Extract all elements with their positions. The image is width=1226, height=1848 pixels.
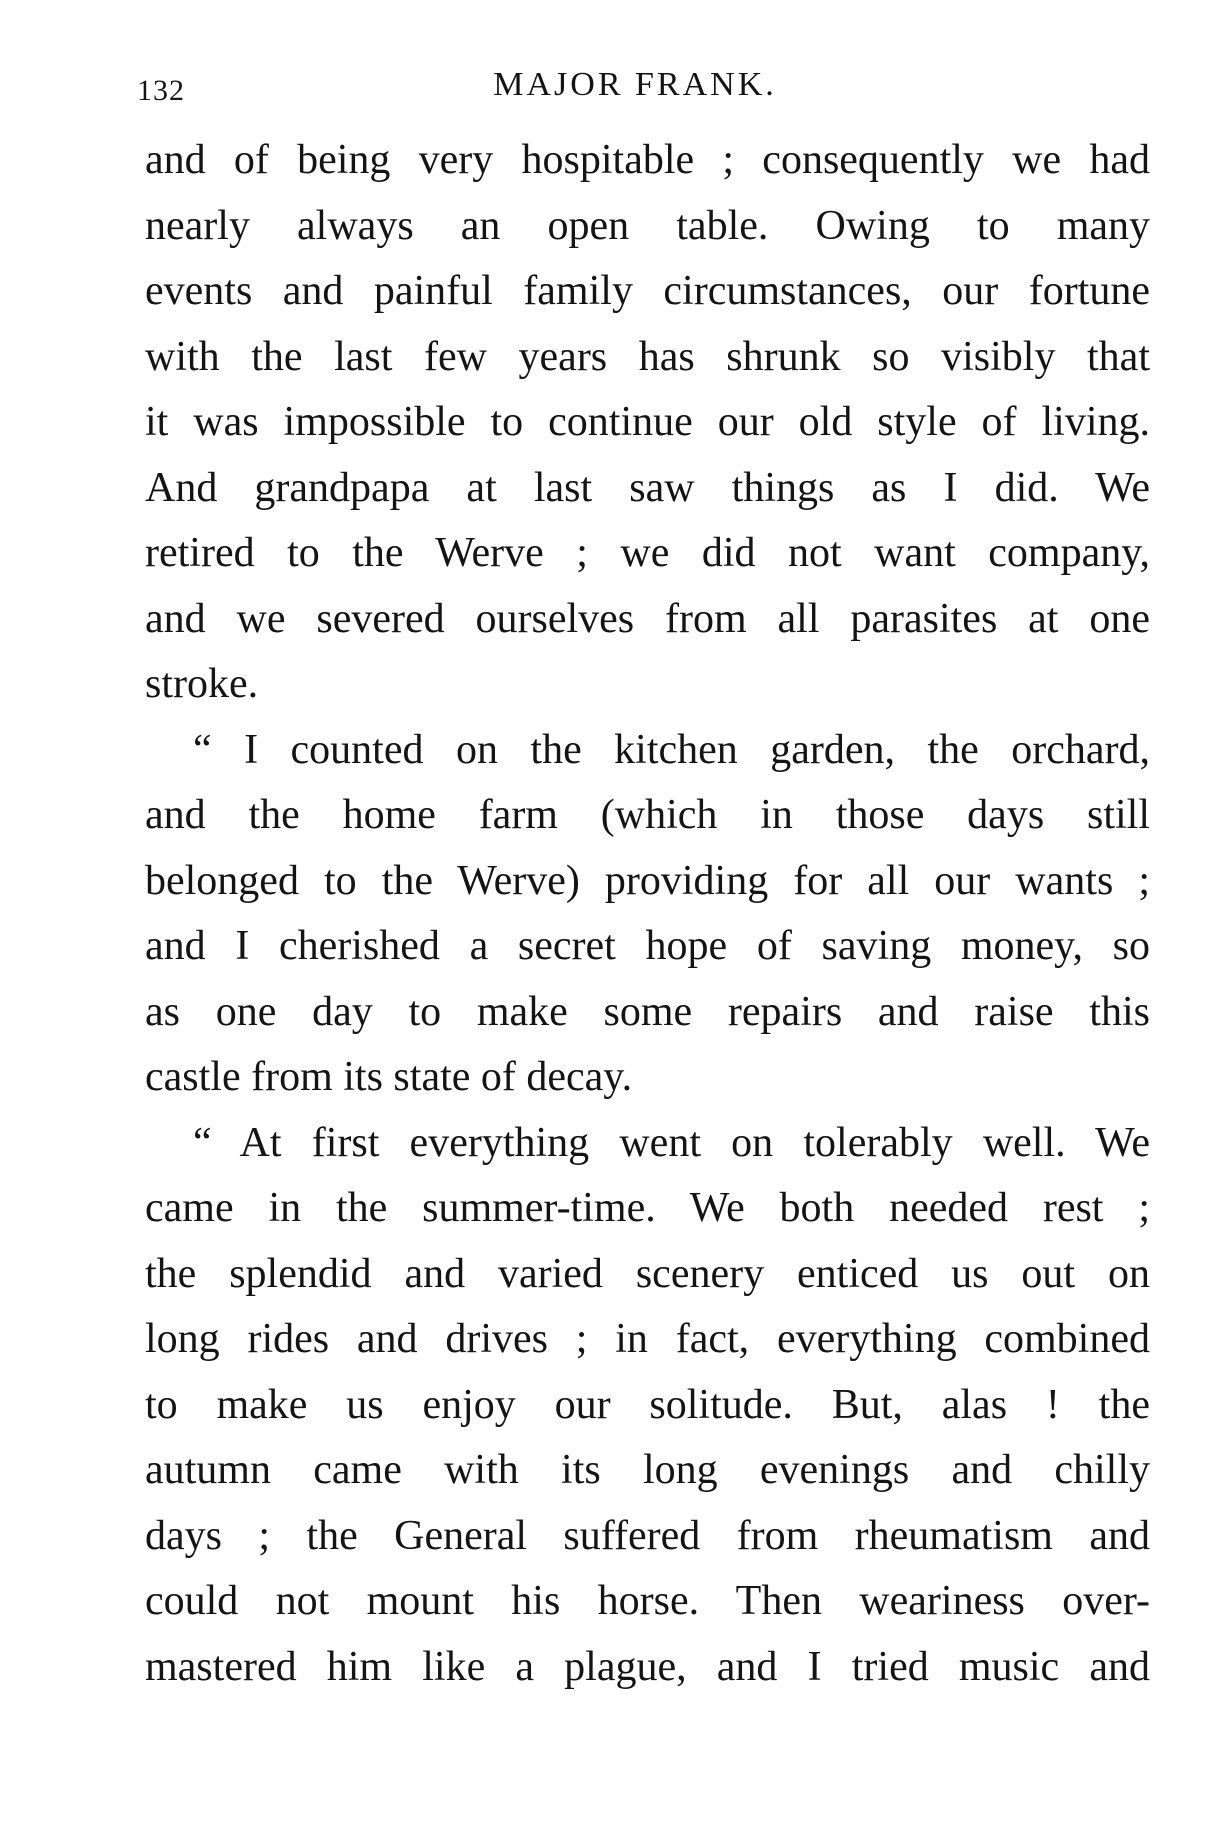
text-line: And grandpapa at last saw things as I did. We	[145, 464, 1150, 511]
text-line: and of being very hospitable ; consequently we had	[145, 137, 1150, 183]
text-line: and I cherished a secret hope of saving money, so	[145, 923, 1150, 969]
text-line: long rides and drives ; in fact, everything combined	[145, 1316, 1150, 1362]
text-line: castle from its state of decay.	[145, 1054, 633, 1100]
text-line: came in the summer-time. We both needed rest ;	[145, 1185, 1150, 1231]
page-number: 132	[137, 74, 185, 107]
text-line: as one day to make some repairs and raise this	[145, 988, 1150, 1035]
text-line: the splendid and varied scenery enticed us out on	[145, 1250, 1150, 1297]
text-line: days ; the General suffered from rheumatism and	[145, 1512, 1150, 1559]
text-line: autumn came with its long evenings and chilly	[145, 1447, 1150, 1493]
text-line: it was impossible to continue our old style of living.	[145, 399, 1150, 445]
text-line: and the home farm (which in those days still	[145, 792, 1150, 838]
text-line: events and painful family circumstances, our fortune	[145, 268, 1150, 314]
page-header	[130, 62, 1140, 112]
running-title: MAJOR FRANK.	[493, 66, 777, 103]
text-line: could not mount his horse. Then weariness over-	[145, 1578, 1150, 1624]
text-line: retired to the Werve ; we did not want company,	[145, 530, 1150, 576]
text-line: “ At first everything went on tolerably well. We	[193, 1119, 1150, 1166]
text-line: belonged to the Werve) providing for all our wants ;	[145, 857, 1150, 904]
text-line: nearly always an open table. Owing to many	[145, 202, 1150, 249]
text-line: stroke.	[145, 661, 259, 707]
paragraph	[145, 1111, 1150, 1701]
text-line: to make us enjoy our solitude. But, alas ! the	[145, 1381, 1150, 1428]
paragraph	[145, 718, 1150, 1111]
body-text	[145, 128, 1150, 1700]
text-line: mastered him like a plague, and I tried music and	[145, 1643, 1150, 1690]
paragraph	[145, 128, 1150, 718]
text-line: “ I counted on the kitchen garden, the orchard,	[193, 726, 1150, 773]
text-line: and we severed ourselves from all parasites at one	[145, 595, 1150, 642]
text-line: with the last few years has shrunk so visibly that	[145, 333, 1150, 380]
